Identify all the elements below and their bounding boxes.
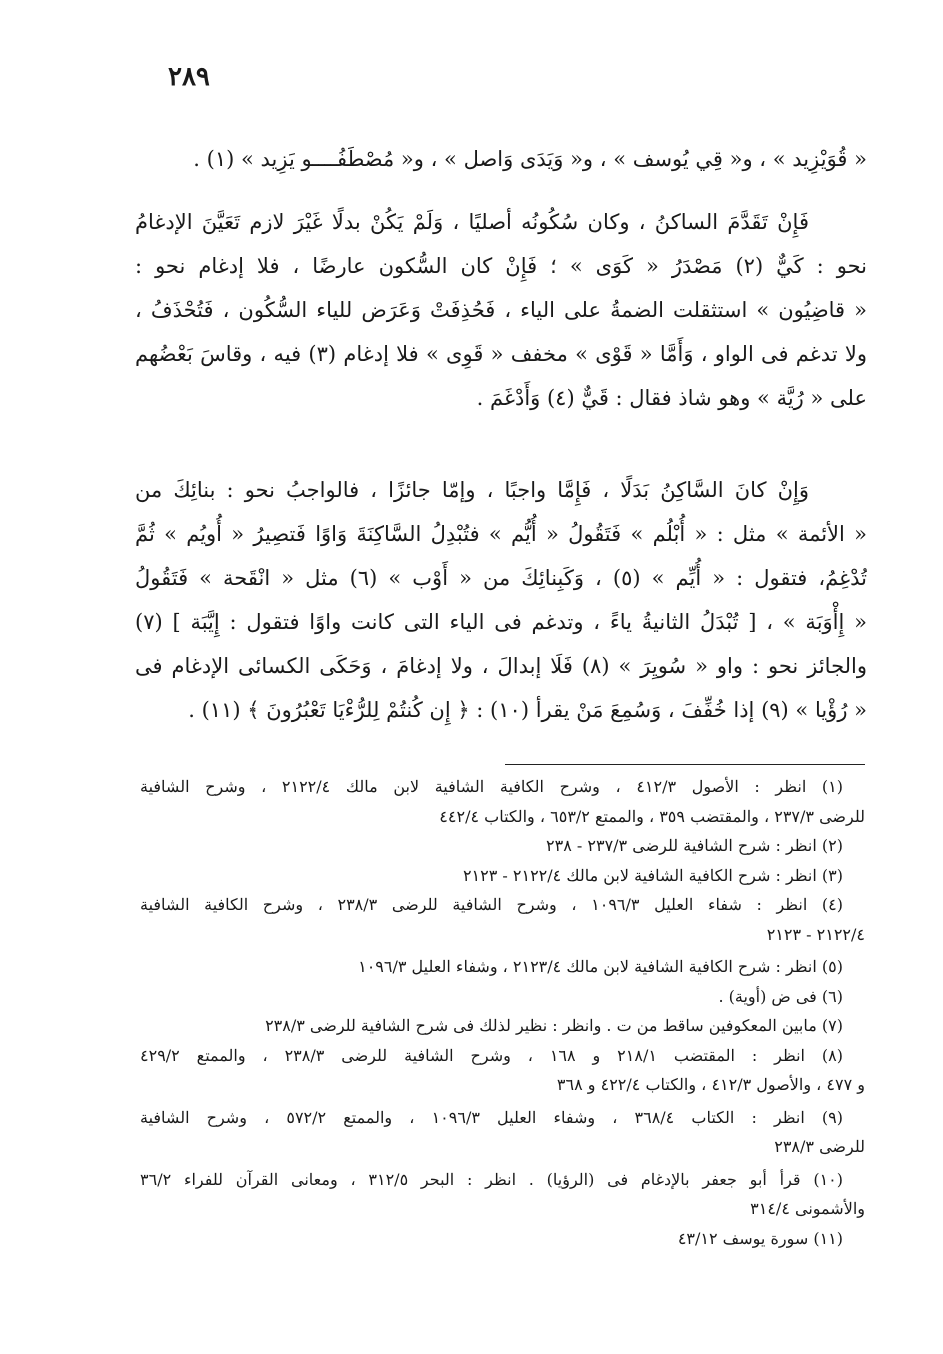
footnote-line: للرضى ٢٣٧/٣ ، والمقتضب ٣٥٩ ، والممتع ٦٥٣/٢ ، والكتاب ٤٤٢/٤	[439, 806, 865, 826]
footnote-8	[140, 1041, 865, 1100]
footnote-line: (٤) انظر : شفاء العليل ١٠٩٦/٣ ، وشرح الشافية للرضى ٢٣٨/٣ ، وشرح الكافية الشافية	[140, 895, 844, 914]
footnote-line: (٨) انظر : المقتضب ٢١٨/١ و ١٦٨ ، وشرح الشافية للرضى ٢٣٨/٣ ، والممتع ٤٢٩/٢	[140, 1045, 844, 1065]
footnote-line: (٩) انظر : الكتاب ٣٦٨/٤ ، وشفاء العليل ١٠٩٦/٣ ، والممتع ٥٧٢/٢ ، وشرح الشافية	[140, 1107, 844, 1127]
footnote-11	[140, 1224, 865, 1254]
text-line: « رُؤْيا » (٩) إذا خُفِّفَ ، وَسُمِعَ مَنْ يقرأ (١٠) : ﴿ إِن كُنتُمْ لِلرُّءْيَا تَعْبُرُونَ ﴾ (١١) .	[188, 698, 867, 722]
footnote-line: (٦) فى ض (أوية) .	[718, 986, 843, 1006]
footnote-6	[140, 982, 865, 1012]
footnote-line: (١٠) قرأ أبو جعفر بالإدغام فى (الرؤيا) . انظر : البحر ٣١٢/٥ ، ومعانى القرآن للفراء ٣٦/٢	[140, 1169, 843, 1189]
text-line: « إِأْوَبَة » ، [ تُبْدَلُ الثانيةُ ياءً ، وتدغم فى الياء التى كانت واوًا فتقول : إِيَّبَة ] (٧)	[135, 610, 867, 634]
footnote-line: (٢) انظر : شرح الشافية للرضى ٢٣٧/٣ - ٢٣٨	[546, 836, 843, 855]
text-line: ولا تدغم فى الواو ، وَأَمَّا « قَوْى » مخفف « قَوِى » فلا إدغام (٣) فيه ، وقاسَ بَعْضُهم	[135, 342, 867, 366]
footnote-1	[140, 772, 865, 831]
footnotes	[140, 772, 865, 1253]
footnote-line: (٥) انظر : شرح الكافية الشافية لابن مالك ٢١٢٣/٤ ، وشفاء العليل ١٠٩٦/٣	[358, 957, 843, 976]
text-line: والجائز نحو : واو « سُويِرَ » (٨) فَلَا إبدالَ ، ولا إدغامَ ، وَحَكَى الكسائى الإدغام فى	[135, 654, 867, 678]
footnote-line: و ٤٧٧ ، والأصول ٤١٢/٣ ، والكتاب ٤٢٢/٤ و ٣٦٨	[556, 1075, 865, 1094]
footnote-9	[140, 1103, 865, 1162]
footnote-10	[140, 1165, 865, 1224]
footnote-line: (١) انظر : الأصول ٤١٢/٣ ، وشرح الكافية الشافية لابن مالك ٢١٢٢/٤ ، وشرح الشافية	[140, 777, 844, 796]
paragraph-1	[135, 137, 867, 181]
footnote-line: ٢١٢٢/٤ - ٢١٢٣	[766, 924, 865, 944]
footnote-4	[140, 890, 865, 949]
footnote-7	[140, 1011, 865, 1041]
footnote-3	[140, 861, 865, 891]
footnote-line: (٣) انظر : شرح الكافية الشافية لابن مالك ٢١٢٢/٤ - ٢١٢٣	[462, 865, 843, 885]
footnote-line: (٧) مابين المعكوفين ساقط من ت . وانظر : نظير لذلك فى شرح الشافية للرضى ٢٣٨/٣	[265, 1016, 843, 1035]
footnote-line: للرضى ٢٣٨/٣	[774, 1137, 865, 1156]
footnote-2	[140, 831, 865, 861]
text-line: وَإِنْ كانَ السَّاكِنُ بَدَلًا ، فَإِمَّا واجبًا ، وإمّا جائزًا ، فالواجبُ نحو : بنائِكَ من	[135, 478, 809, 502]
paragraph-3	[135, 468, 867, 732]
text-line: « قُوَيْزِيد » ، و« قِي يُوسف » ، و« وَيَدَى وَاصل » ، و« مُصْطَفُــــو يَزِيد » (١) .	[193, 147, 867, 171]
text-line: « قاضِيُون » استثقلت الضمةُ على الياء ، فَحُذِفَتْ وَعَرَض للياء السُّكُون ، فَتُحْذَفُ ،	[135, 298, 867, 322]
paragraph-2	[135, 200, 867, 420]
text-line: على « رُيَّة » وهو شاذ فقال : قَيٌّ (٤) وَأَدْغَمَ .	[476, 386, 867, 410]
text-line: « الأئمة » مثل : « أُبْلُم » فَتَقُولُ « أُيُّم » فتُبْدِلُ السَّاكِنَةَ وَاوًا فَتصِيرُ « أُويُم » ثُمَّ	[135, 522, 867, 546]
footnote-line: والأشمونى ٣١٤/٤	[750, 1199, 865, 1218]
page-number: ٢٨٩	[168, 62, 210, 92]
text-line: تُدْغِمُ، فتقول : « أُيِّم » (٥) ، وَكَبِنائِكَ من « أَوْب » (٦) مثل « انْقَحة » فَتَقُولُ	[135, 566, 867, 590]
text-line: فَإِنْ تَقَدَّمَ الساكنُ ، وكان سُكُونُه أصليًا ، وَلَمْ يَكُنْ بدلًا غَيْرَ لازم تَعَيَّنَ الإدغامُ	[135, 210, 809, 234]
footnote-separator	[505, 764, 865, 765]
footnote-5	[140, 952, 865, 982]
text-line: نحو : كَيٌّ (٢) مَصْدَرُ « كَوَى » ؛ فَإِنْ كان السُّكون عارضًا ، فلا إدغام نحو :	[135, 254, 867, 278]
footnote-line: (١١) سورة يوسف ٤٣/١٢	[677, 1228, 843, 1248]
